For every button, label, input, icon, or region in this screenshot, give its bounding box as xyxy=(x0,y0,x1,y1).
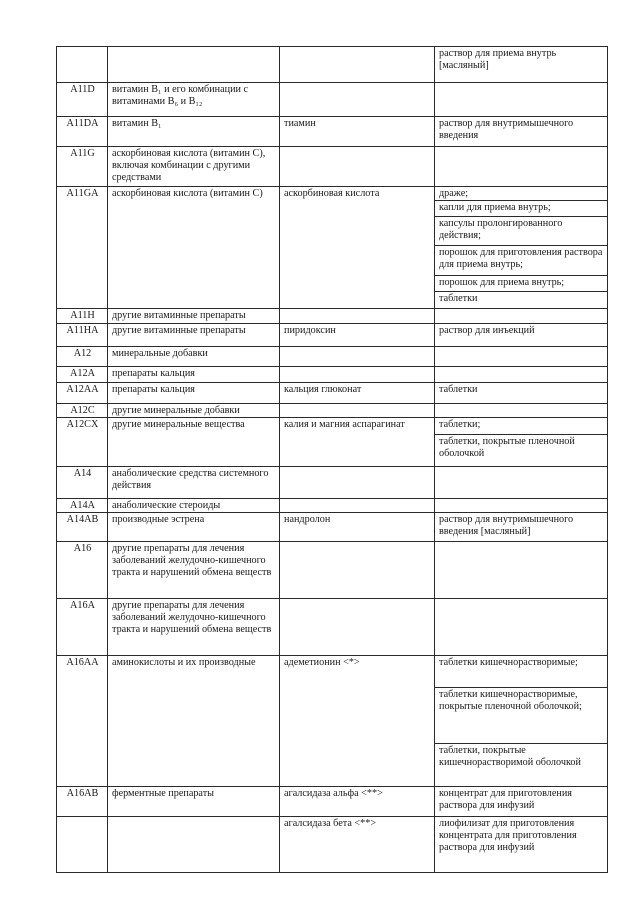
dosage-form-cell: раствор для внутримышечного введения xyxy=(435,117,608,147)
drug-name-cell: кальция глюконат xyxy=(280,383,435,404)
dosage-form-cell: концентрат для приготовления раствора для инфузий xyxy=(435,787,608,817)
anatomic-group-cell: аминокислоты и их производные xyxy=(108,656,280,787)
atc-code-cell: A16AB xyxy=(57,787,108,817)
atc-code-cell: A14A xyxy=(57,499,108,513)
atc-code-cell: A11G xyxy=(57,147,108,187)
dosage-form-cell: таблетки; xyxy=(435,418,608,435)
dosage-form-cell: таблетки кишечнорастворимые; xyxy=(435,656,608,688)
dosage-form-cell: драже; xyxy=(435,187,608,201)
table-row xyxy=(57,347,608,367)
drug-name-cell: аскорбиновая кислота xyxy=(280,187,435,309)
dosage-form-cell: лиофилизат для приготовления концентрата для приготовления раствора для инфузий xyxy=(435,817,608,873)
dosage-form-cell xyxy=(435,309,608,324)
drug-name-cell xyxy=(280,499,435,513)
atc-code-cell: A14AB xyxy=(57,513,108,542)
drug-name-cell xyxy=(280,83,435,117)
table-row xyxy=(57,404,608,418)
dosage-form-cell: таблетки, покрытые кишечнорастворимой оболочкой xyxy=(435,744,608,787)
anatomic-group-cell: витамин B₁ и его комбинации с витаминами B₆ и B₁₂ xyxy=(108,83,280,117)
drug-name-cell xyxy=(280,467,435,499)
dosage-form-cell: раствор для инъекций xyxy=(435,324,608,347)
anatomic-group-cell: витамин B₁ xyxy=(108,117,280,147)
atc-code-cell: A16 xyxy=(57,542,108,599)
atc-code-cell xyxy=(57,817,108,873)
anatomic-group-cell xyxy=(108,47,280,83)
table-row xyxy=(57,47,608,83)
dosage-form-cell xyxy=(435,499,608,513)
drug-name-cell: калия и магния аспарагинат xyxy=(280,418,435,467)
atc-code-cell: A14 xyxy=(57,467,108,499)
anatomic-group-cell: аскорбиновая кислота (витамин C) xyxy=(108,187,280,309)
dosage-form-cell: капсулы пролонгированного действия; xyxy=(435,217,608,246)
drug-name-cell: тиамин xyxy=(280,117,435,147)
table-row xyxy=(57,147,608,187)
dosage-form-cell: таблетки, покрытые пленочной оболочкой xyxy=(435,435,608,467)
table-row xyxy=(57,418,608,435)
atc-code-cell: A16AA xyxy=(57,656,108,787)
dosage-form-cell xyxy=(435,347,608,367)
table-row xyxy=(57,467,608,499)
atc-code-cell: A16A xyxy=(57,599,108,656)
dosage-form-cell xyxy=(435,147,608,187)
dosage-form-cell: таблетки xyxy=(435,383,608,404)
table-row xyxy=(57,817,608,873)
drug-name-cell xyxy=(280,367,435,383)
dosage-form-cell xyxy=(435,542,608,599)
drug-name-cell: нандролон xyxy=(280,513,435,542)
drug-name-cell xyxy=(280,542,435,599)
anatomic-group-cell: другие витаминные препараты xyxy=(108,324,280,347)
atc-code-cell: A12AA xyxy=(57,383,108,404)
table-row xyxy=(57,83,608,117)
table-row xyxy=(57,542,608,599)
table-row xyxy=(57,513,608,542)
atc-code-cell xyxy=(57,47,108,83)
dosage-form-cell: таблетки xyxy=(435,292,608,309)
drug-name-cell xyxy=(280,599,435,656)
table-row xyxy=(57,324,608,347)
drug-name-cell: пиридоксин xyxy=(280,324,435,347)
atc-code-cell: A11H xyxy=(57,309,108,324)
table-row xyxy=(57,499,608,513)
anatomic-group-cell: другие препараты для лечения заболеваний желудочно-кишечного тракта и нарушений обмена веществ xyxy=(108,599,280,656)
table-row xyxy=(57,383,608,404)
dosage-form-cell: раствор для приема внутрь [масляный] xyxy=(435,47,608,83)
anatomic-group-cell: другие витаминные препараты xyxy=(108,309,280,324)
dosage-form-cell xyxy=(435,467,608,499)
atc-code-cell: A11GA xyxy=(57,187,108,309)
anatomic-group-cell: препараты кальция xyxy=(108,383,280,404)
anatomic-group-cell xyxy=(108,817,280,873)
atc-code-cell: A12 xyxy=(57,347,108,367)
dosage-form-cell: порошок для приема внутрь; xyxy=(435,276,608,292)
dosage-form-cell: капли для приема внутрь; xyxy=(435,201,608,217)
drug-name-cell xyxy=(280,347,435,367)
anatomic-group-cell: другие минеральные вещества xyxy=(108,418,280,467)
dosage-form-cell: таблетки кишечнорастворимые, покрытые пленочной оболочкой; xyxy=(435,688,608,744)
dosage-form-cell xyxy=(435,599,608,656)
anatomic-group-cell: анаболические стероиды xyxy=(108,499,280,513)
dosage-form-cell xyxy=(435,83,608,117)
anatomic-group-cell: препараты кальция xyxy=(108,367,280,383)
drug-name-cell xyxy=(280,404,435,418)
anatomic-group-cell: другие минеральные добавки xyxy=(108,404,280,418)
table-row xyxy=(57,309,608,324)
table-row xyxy=(57,599,608,656)
dosage-form-cell xyxy=(435,367,608,383)
drug-name-cell xyxy=(280,47,435,83)
atc-code-cell: A12C xyxy=(57,404,108,418)
atc-code-cell: A12CX xyxy=(57,418,108,467)
drug-name-cell: агалсидаза бета <**> xyxy=(280,817,435,873)
atc-code-cell: A11HA xyxy=(57,324,108,347)
atc-code-cell: A11DA xyxy=(57,117,108,147)
dosage-form-cell xyxy=(435,404,608,418)
anatomic-group-cell: другие препараты для лечения заболеваний желудочно-кишечного тракта и нарушений обмена веществ xyxy=(108,542,280,599)
drug-name-cell: агалсидаза альфа <**> xyxy=(280,787,435,817)
table-row xyxy=(57,187,608,201)
dosage-form-cell: порошок для приготовления раствора для приема внутрь; xyxy=(435,246,608,276)
table-row xyxy=(57,117,608,147)
table-row xyxy=(57,656,608,688)
table-row xyxy=(57,787,608,817)
anatomic-group-cell: производные эстрена xyxy=(108,513,280,542)
drug-name-cell xyxy=(280,309,435,324)
dosage-form-cell: раствор для внутримышечного введения [масляный] xyxy=(435,513,608,542)
atc-code-cell: A11D xyxy=(57,83,108,117)
anatomic-group-cell: ферментные препараты xyxy=(108,787,280,817)
drug-name-cell xyxy=(280,147,435,187)
drug-list-table xyxy=(56,46,608,873)
atc-code-cell: A12A xyxy=(57,367,108,383)
table-body xyxy=(57,47,608,873)
table-row xyxy=(57,367,608,383)
anatomic-group-cell: анаболические средства системного действия xyxy=(108,467,280,499)
drug-name-cell: адеметионин <*> xyxy=(280,656,435,787)
anatomic-group-cell: минеральные добавки xyxy=(108,347,280,367)
anatomic-group-cell: аскорбиновая кислота (витамин C), включая комбинации с другими средствами xyxy=(108,147,280,187)
